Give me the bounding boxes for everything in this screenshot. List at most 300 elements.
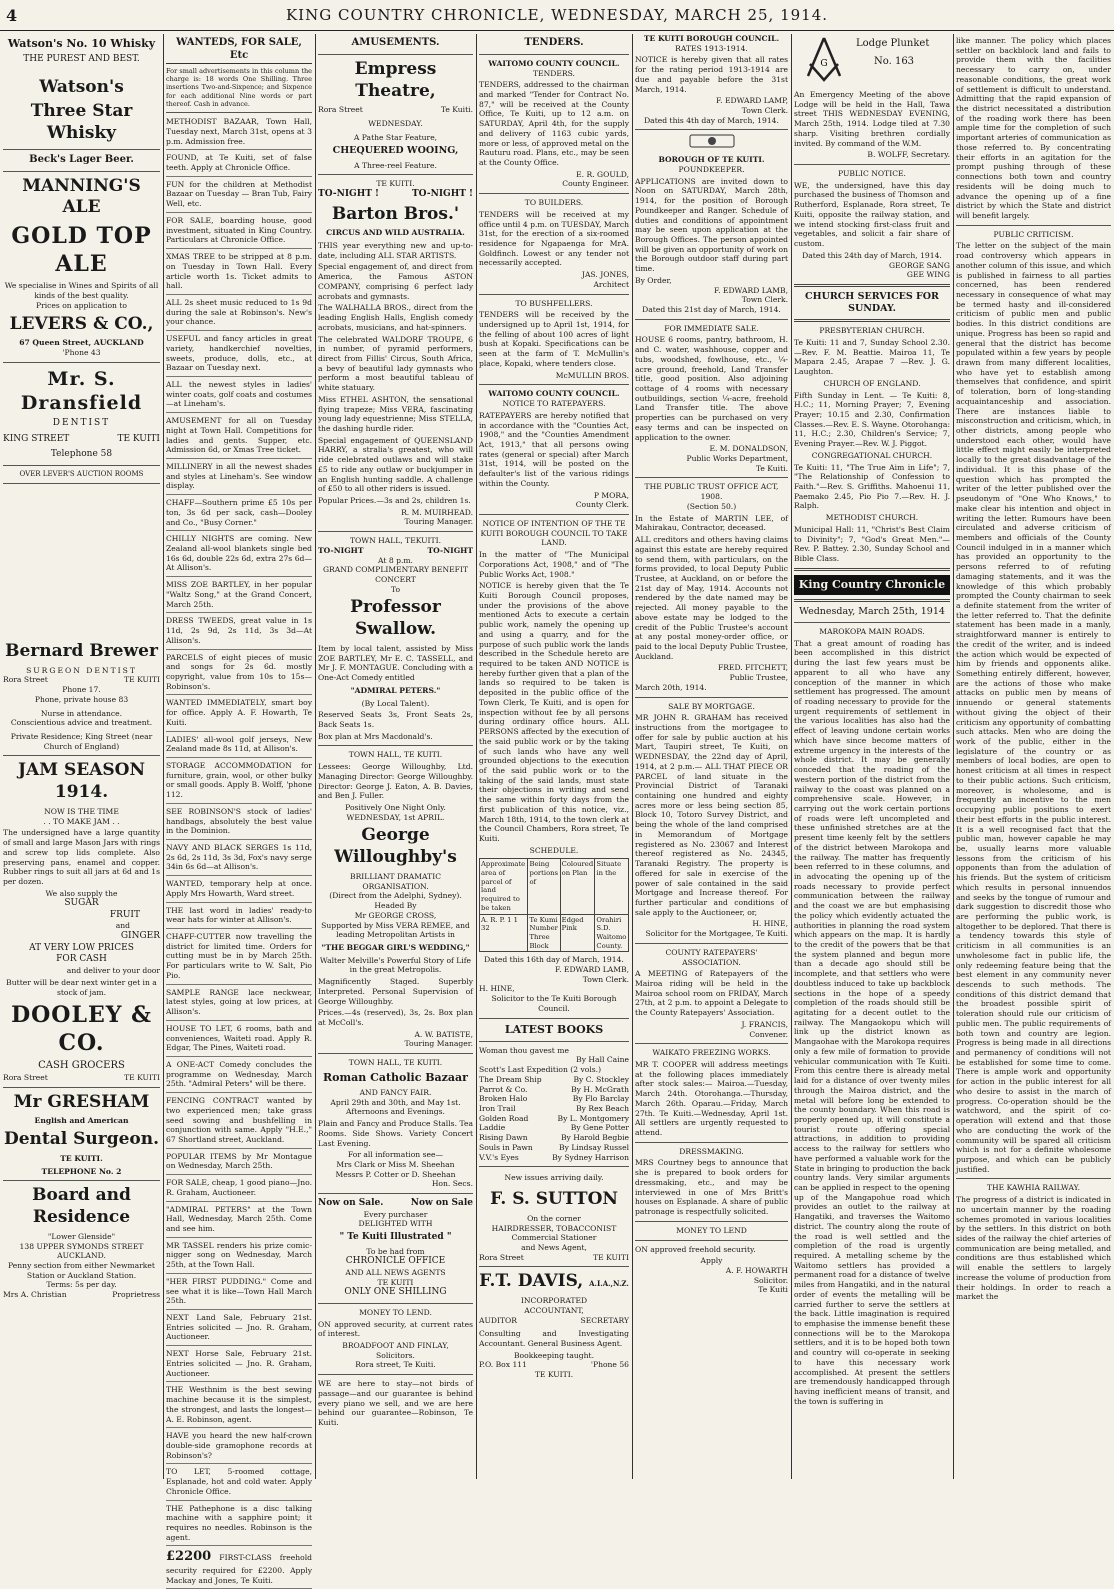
- rora-street-2: Rora street, Te Kuiti.: [355, 1360, 436, 1370]
- classified-ad: PARCELS of eight pieces of music and songs for 2s 6d. mostly copyright, value from 10s to 15s—Robinson's.: [166, 653, 312, 696]
- terms: Terms: 5s per day.: [46, 1280, 117, 1290]
- dentist-label: DENTIST: [52, 418, 111, 429]
- by-order: By Order,: [635, 275, 672, 285]
- england-text: Fifth Sunday in Lent. — Te Kuiti: 8, H.C.; 11, Morning Prayer; 7, Evening Prayer; 10.15 and 2.30, Confirmation Classes.—Rev. E. S. Wayne. Otorohanga: 11, H.C.; 2.30, Children's Service; 7, Evening Prayer.—Rev. W. J. Piggot.: [794, 390, 950, 449]
- to-bushfellers: TO BUSHFELLERS.: [515, 298, 593, 308]
- to-builders: TO BUILDERS.: [524, 198, 584, 208]
- list-item: [479, 1133, 629, 1143]
- town-clerk: Town Clerk.: [741, 106, 788, 116]
- english-american: English and American: [34, 1116, 129, 1126]
- mortgage-text: MR JOHN R. GRAHAM has received instructions from the mortgagee to offer for sale by public auction at his Mart, Taupiri street, Te Kuiti, on WEDNESDAY, the 22nd day of April, 1914, at 2 p.m.— ALL THAT PIECE OR PARCEL of land situate in the Provincial District of Taranaki containing one hundred and eighty acres more or less being section 85, Block 10, Totoro Survey District, and being the whole of the land comprised in Memorandum of Mortgage registered as No. 23067 and Interest thereof registered as No. 24345, Taranaki Registry. The property is offered for sale in exercise of the power of sale contained in the said Mortgage and Increase thereof. For further particular and conditions of sale apply to the Auctioneer, or,: [635, 713, 788, 917]
- nurse-text: Nurse in attendance.: [40, 708, 123, 718]
- jam-text: The undersigned have a large quantity of small and large Mason Jars with rings and screw top lids complete. Also preserving pans, enamel and copper. Rubber rings to suit all jars at 6d and 1s per dozen.: [3, 828, 160, 886]
- to-night-left: TO-NIGHT: [318, 545, 364, 555]
- svg-text:G: G: [820, 59, 828, 69]
- freezing-works: WAIKATO FREEZING WORKS.: [652, 1048, 771, 1058]
- square-compass-icon: [804, 36, 844, 82]
- grand-concert: GRAND COMPLIMENTARY BENEFIT CONCERT: [322, 565, 469, 585]
- column-5: [632, 34, 791, 1479]
- classified-ad: NEXT Land Sale, February 21st. Entries solicited — Jno. R. Graham, Auctioneer.: [166, 1313, 312, 1346]
- convener: Convener.: [749, 1029, 788, 1039]
- three-reel: A Three-reel Feature.: [354, 160, 437, 170]
- table-cell: Te Kumi Number Three Block: [528, 914, 560, 952]
- edward-lamb: F. EDWARD LAMB,: [555, 965, 629, 975]
- now-is-time: NOW IS THE TIME: [44, 806, 119, 816]
- classified-ad: USEFUL and fancy articles in great variety, handkerchief novelties, sweets, produce, dolls, etc., at Bazaar on Tuesday next.: [166, 334, 312, 377]
- matter-text: In the matter of "The Municipal Corporations Act, 1908," and of "The Public Works Act, 1908.": [479, 550, 629, 579]
- george-willoughby: George Willoughby's: [334, 825, 457, 868]
- dransfield-name: Mr. S. Dransfield: [20, 367, 143, 415]
- positively-one-night: Positively One Night Only.: [345, 803, 446, 813]
- edward-lamp: F. EDWARD LAMP,: [716, 96, 788, 106]
- kawhia-text: The progress of a district is indicated in no uncertain manner by the roading schemes promoted in various localities by the settlers. In this district on both sides of the railway the chief arteries of communication are being metalled, and conditions are thus established which will enable the settlers to largely increase the volume of production from their holdings. In order to reach a market the: [956, 1195, 1111, 1302]
- te-kuiti-3: TE KUITI: [377, 1277, 414, 1287]
- tenders-subheading: TENDERS.: [533, 68, 575, 78]
- lodge-number: No. 163: [874, 56, 915, 67]
- private-house-phone: Phone, private house 83: [34, 694, 129, 704]
- reserved-seats: Reserved Seats 3s, Front Seats 2s, Back Seats 1s.: [318, 710, 473, 729]
- classified-ad: MISS ZOE BARTLEY, in her popular "Waltz Song," at the Grand Concert, March 25th.: [166, 580, 312, 613]
- consulting: Consulting and Investigating Accountant. General Business Agent.: [479, 1329, 629, 1348]
- tenders-text: TENDERS, addressed to the chairman and marked "Tender for Contract No. 87," will be received at the County Office, Te Kuiti, up to 12 a.m. on SATURDAY, April 4th, for the supply and delivery of 1163 cubic yards, more or less, of approved metal on the Rauturu road. Plans, etc., may be seen at the County Office.: [479, 80, 629, 167]
- classified-ad: WANTED, temporary help at once. Apply Mrs Howarth, Ward street.: [166, 879, 312, 902]
- board-residence: Board and Residence: [32, 1185, 131, 1228]
- borough-te-kuiti: BOROUGH OF TE KUITI.: [658, 155, 765, 165]
- page-number: 4: [6, 6, 18, 25]
- penny-section: Penny section from either Newmarket Station or Auckland Station.: [8, 1260, 155, 1280]
- adelphi: (Direct from the Adelphi, Sydney).: [329, 891, 462, 901]
- house-text: HOUSE 6 rooms, pantry, bathroom, H. and C. water, washhouse, copper and tubs, woodshed, fowlhouse, etc., ¼-acre ground, freehold, Land Transfer title, good position. Also adjoining cottage of 4 rooms with necessary outbuildings, section ¼-acre, freehold Land Transfer title. The above properties can be purchased on very easy terms and can be inspected on application to the owner.: [635, 335, 788, 442]
- bushfellers-text: TENDERS will be received by the undersigned up to April 1st, 1914, for the felling of about 100 acres of light bush at Kopaki. Specifications can be seen at the farm of T. McMullin's place, Kopaki, where tenders close.: [479, 310, 629, 368]
- classified-ad: AMUSEMENT for all on Tuesday night at Town Hall. Competitions for ladies and gents. Supper, etc. Admission 6d, or Xmas Tree ticket.: [166, 416, 312, 459]
- at-8pm: At 8 p.m.: [378, 555, 413, 565]
- bazaar-info: For all information see—: [347, 1150, 444, 1160]
- book-title: Rising Dawn: [479, 1133, 528, 1143]
- criticism-text: The letter on the subject of the main road controversy which appears in another column of this issue, and which is published in fairness to all parties concerned, has been rendered necessary in consequence of what may be termed hasty and ill-considered criticism of public men and public bodies. In this district conditions are unique. Progress has been so rapid and general that the district has become populated within a few years by people drawn from many different localities, who have yet to establish among themselves that confidence, and spirit of toleration, born of long-standing acquaintanceship and association. There are instances liable to misconstruction and criticism, which, in other districts, among people who understood each other, would have little effect might easily be interpreted locally to the great disadvantage of the individual. It is this phase of the question which has prompted the writer of the letter published over the pseudonym of "One Who Knows," to make clear his intention and object in writing the letter. Rumours have been circulated and adverse criticism of members and officials of the County Council indulged in in a manner which has provided an opportunity to the persons referred to of refuting damaging statements, and it was the knowledge of this which probably prompted the County chairman to seek a definite statement from the writer of the letter referred to. That the definite statement has been made in a manly, straightforward manner is entirely to the credit of the writer, and is indeed the action which would be expected of him by friends and opponents alike. Something entirely different, however, are the actions of those who make attacks on public men by means of innuendo or general statements without giving the object of their criticism any opportunity of combatting such attacks. Men who are doing the work of the public, either in the legislature of the country or as members of local bodies, are open to honest criticism at all times in respect to their public actions. Such criticism, moreover, is wholesome, and is frequently an incentive to the men occupying public positions to exert their best efforts in the public interest. It is a well recognised fact that the public man, however capable he may be, usually learns more valuable lessons from the criticism of his opponents than from the adulation of his friends. But the system of criticism which results in personal innuendos and seeks by the tongue of rumour and dark suggestion to discredit those who are performing the public work, is altogether to be deplored. That there is a tendency towards this style of criticism in all communities is an unwholesome fact in public life, the only redeeming feature being that the best element in any community never descends to such methods. The conditions of this district demand that the broadest possible spirit of toleration should rule our criticism of public men. The public requirements of both town and country are legion. Progress is being made in all directions and permanency of conditions will not be established for some time to come. There is ample work and opportunity for action in the public interest for all who desire to assist in the march of progress. Co-operation should be the watchword, and the spirit of co-operation will extend and that those who are conducting the work of the community will be spared all criticism which is not for a definite wholesome purpose, and which can be publicly justified.: [956, 241, 1111, 1174]
- dooley-co: DOOLEY & CO.: [11, 1001, 152, 1056]
- touring-manager: Touring Manager.: [404, 517, 473, 527]
- and-word: and: [115, 921, 130, 931]
- book-title: Laddie: [479, 1123, 506, 1133]
- architect: Architect: [593, 279, 629, 289]
- king-street: KING STREET: [3, 433, 70, 444]
- dental-surgeon: Dental Surgeon.: [3, 1129, 160, 1150]
- news-agent: and News Agent,: [521, 1242, 587, 1252]
- j-francis: J. FRANCIS,: [741, 1019, 788, 1029]
- fitchett: FRED. FITCHETT,: [717, 663, 788, 673]
- surgeon-dentist: SURGEON DENTIST: [26, 665, 137, 675]
- classified-ad: NAVY AND BLACK SERGES 1s 11d, 2s 6d, 2s 11d, 3s 3d, Fox's navy serge 34in 6s 6d—at Allison's.: [166, 843, 312, 876]
- list-item: [479, 1046, 629, 1056]
- classified-ad: A ONE-ACT Comedy concludes the programme on Wednesday, March 25th. "Admiral Peters" will be there.: [166, 1060, 312, 1093]
- date-line: Wednesday, March 25th, 1914: [799, 605, 945, 617]
- poundkeeper: POUNDKEEPER.: [678, 164, 745, 174]
- town-hall-3: TOWN HALL, TE KUITI.: [348, 1058, 443, 1068]
- empress-te-kuiti: Te Kuiti.: [440, 105, 473, 115]
- classified-ads: [166, 117, 312, 1546]
- book-author: By C. Stockley: [573, 1074, 629, 1084]
- classified-ad: MILLINERY in all the newest shades and styles at Lineham's. See window display.: [166, 462, 312, 495]
- list-item: [479, 1123, 629, 1133]
- hon-secs: Hon. Secs.: [431, 1179, 473, 1189]
- money-to-lend: MONEY TO LEND.: [359, 1307, 432, 1317]
- wednesday: WEDNESDAY.: [368, 119, 423, 129]
- table-cell: Edged Pink: [560, 914, 595, 952]
- ft-davis: [479, 1271, 629, 1293]
- conscientious-text: Conscientious advice and treatment.: [10, 718, 153, 728]
- chronicle-banner: King Country Chronicle: [794, 575, 950, 595]
- table-header-row: [480, 859, 629, 914]
- classified-ad: CHAFF—Southern prime £5 10s per ton, 3s 6d per sack, cash—Dooley and Co., "Busy Corner.": [166, 498, 312, 531]
- willoughby-prices: Prices.—4s (reserved), 3s, 2s. Box plan at McColl's.: [318, 1008, 473, 1028]
- lamb-2: F. EDWARD LAMB,: [714, 285, 788, 295]
- classified-ad: WANTED IMMEDIATELY, smart boy for office. Apply A. F. Howarth, Te Kuiti.: [166, 698, 312, 731]
- te-kuiti-illustrated: " Te Kuiti Illustrated ": [339, 1232, 452, 1243]
- classified-ad: POPULAR ITEMS by Mr Montague on Wednesday, March 25th.: [166, 1152, 312, 1175]
- classified-ad: STORAGE ACCOMMODATION for furniture, grain, wool, or other bulky or small goods. Apply B. Wolff, 'phone 112.: [166, 761, 312, 804]
- column-3: [315, 34, 476, 1479]
- chequered-wooing: CHEQUERED WOOING,: [332, 145, 459, 157]
- gold-top-ale: GOLD TOP ALE: [11, 223, 152, 278]
- march-20: March 20th, 1914.: [635, 682, 707, 692]
- circus-text-2: Special engagement of, and direct from America, the Famous ASTON COMPANY, comprising 6 perfect lady acrobats and gymnasts.: [318, 262, 473, 301]
- bookkeeping: Bookkeeping taught.: [513, 1350, 595, 1360]
- book-title: Souls in Pawn: [479, 1142, 533, 1152]
- notice-dated: Dated this 24th day of March, 1914.: [802, 250, 942, 260]
- lodge-plunket: Lodge Plunket: [856, 38, 930, 49]
- aia: A.I.A.,N.Z.: [589, 1279, 629, 1289]
- davis-te-kuiti: TE KUITI.: [534, 1370, 574, 1380]
- immediate-sale: FOR IMMEDIATE SALE.: [664, 323, 759, 333]
- messrs-cotter: Messrs P. Cotter or D. Sheehan: [335, 1169, 456, 1179]
- gee-wing: GEE WING: [906, 270, 950, 280]
- circus-text-6: Special engagement of QUEENSLAND HARRY, a stralia's greatest, who will ride celebrated outlaws and will stake £5 to ride any outlaw or buckjumper in an English hunting saddle. A challenge of £50 to all other riders is issued.: [318, 435, 473, 494]
- table-cell: Orahiri S.D. Waitomo County.: [595, 914, 629, 952]
- classified-ad: FOR SALE, boarding house, good investment, situated in King Country. Particulars at Chronicle Office.: [166, 216, 312, 249]
- crest-icon: [689, 134, 735, 148]
- brewer-te-kuiti: TE KUITI: [124, 675, 160, 685]
- brewer-name: Bernard Brewer: [5, 640, 158, 661]
- table-cell: A. R. P. 1 1 32: [480, 914, 528, 952]
- classified-ad: MR TASSEL renders his prize comic-nigger song on Wednesday, March 25th, at the Town Hall.: [166, 1241, 312, 1274]
- becks-lager: Beck's Lager Beer.: [29, 153, 134, 165]
- tenders-heading: TENDERS.: [524, 37, 584, 48]
- now-on-sale-right: Now on Sale: [410, 1198, 473, 1209]
- butter-text: Butter will be dear next winter get in a stock of jam.: [6, 978, 157, 998]
- schedule-table: [479, 858, 629, 952]
- b-wolff: B. WOLFF, Secretary.: [867, 150, 950, 160]
- poundkeeper-text: APPLICATIONS are invited down to Noon on SATURDAY, March 28th, 1914, for the position of Borough Poundkeeper and Ranger. Schedule of duties and conditions of appointment may be seen upon application at the Borough Offices. The person appointed will be given an opportunity of work on the Borough outdoor staff during part time.: [635, 176, 788, 274]
- list-item: [479, 1104, 629, 1114]
- book-author: By L. Montgomery: [557, 1113, 629, 1123]
- mrs-christian: Mrs A. Christian: [3, 1290, 67, 1300]
- circus-prices: Popular Prices.—3s and 2s, children 1s.: [318, 496, 471, 505]
- howarth-te-kuiti: Te Kuiti: [758, 1285, 788, 1295]
- classified-ad: ALL the newest styles in ladies' winter coats, golf coats and costumes—at Lineham's.: [166, 380, 312, 413]
- classified-ad: METHODIST BAZAAR, Town Hall, Tuesday next, March 31st, opens at 3 p.m. Admission free.: [166, 117, 312, 150]
- auditor: AUDITOR: [479, 1315, 517, 1325]
- builders-text: TENDERS will be received at my office until 4 p.m. on TUESDAY, March 31st, for the erection of a six-roomed residence for Ngapaenga for MrA. Goldfinch. Lowest or any tender not necessarily accepted.: [479, 209, 629, 268]
- batiste: A. W. BATISTE,: [414, 1029, 473, 1039]
- marokopa-heading: MAROKOPA MAIN ROADS.: [819, 627, 925, 637]
- town-clerk: Town Clerk.: [582, 974, 629, 984]
- news-agents: AND ALL NEWS AGENTS: [345, 1267, 446, 1277]
- masthead: [0, 0, 1114, 31]
- public-criticism: PUBLIC CRITICISM.: [993, 229, 1074, 239]
- book-title: Parrot & Co.: [479, 1084, 528, 1094]
- deliver-text: and deliver to your door: [66, 965, 160, 975]
- magnificently-staged: Magnificently Staged. Superbly Interpreted. Personal Supervision of George Willoughby.: [318, 977, 473, 1006]
- classified-ad: "ADMIRAL PETERS" at the Town Hall, Wednesday, March 25th. Come and see him.: [166, 1205, 312, 1238]
- donaldson-te-kuiti: Te Kuiti.: [755, 463, 788, 473]
- schedule: SCHEDULE.: [529, 845, 579, 855]
- public-trust: THE PUBLIC TRUST OFFICE ACT, 1908.: [644, 482, 779, 502]
- amount-2200: £2200: [166, 1549, 212, 1565]
- column-1: [0, 34, 163, 1479]
- book-title: The Dream Ship: [479, 1074, 542, 1084]
- money-to-lend-2: MONEY TO LEND: [676, 1225, 747, 1235]
- rates-heading: RATES 1913-1914.: [675, 43, 748, 53]
- rora-street: Rora Street: [3, 675, 48, 685]
- wanteds-heading: WANTEDS, FOR SALE, Etc: [166, 37, 312, 64]
- admiral-peters: "ADMIRAL PETERS.": [350, 685, 441, 695]
- book-author: By Flo Barclay: [572, 1094, 629, 1104]
- book-title: Broken Halo: [479, 1094, 528, 1104]
- muirhead: R. M. MUIRHEAD.: [401, 507, 473, 517]
- robinson-piano: WE are here to stay—not birds of passage—and our guarantee is behind every piano we sell, and we are here behind our guarantee—Robinson, Te Kuiti.: [318, 1379, 473, 1428]
- dressmaking-text: MRS Courtney begs to announce that she is prepared to book orders for dressmaking, etc., and may be interviewed in one of Mrs Britt's houses on Esplanade. A share of public patronage is respectfully solicited.: [635, 1158, 788, 1217]
- dooley-te-kuiti: TE KUITI: [124, 1072, 160, 1082]
- table-header-cell: Coloured on Plan: [560, 859, 595, 914]
- presbyterian-text: Te Kuiti: 11 and 7, Sunday School 2.30.—Rev. F. M. Beattie. Mairoa 11, Te Mapara 2.45, Arapae 7 —Rev. J. G. Laughton.: [794, 337, 950, 377]
- town-clerk-2: Town Clerk.: [741, 295, 788, 305]
- over-levers: OVER LEVER'S AUCTION ROOMS: [19, 469, 144, 478]
- box-plan: Box plan at Mrs Macdonald's.: [318, 731, 433, 741]
- classified-ad: HOUSE TO LET, 6 rooms, bath and conveniences, Waiteti road. Apply R. Edgar, The Pines, Waiteti road.: [166, 1024, 312, 1057]
- kawhia-railway: THE KAWHIA RAILWAY.: [986, 1183, 1081, 1193]
- ginger: GINGER: [120, 931, 160, 942]
- headed-by: Headed By: [374, 901, 417, 911]
- sugar: SUGAR: [64, 898, 99, 909]
- dooley-rora: Rora Street: [3, 1072, 48, 1082]
- solicitors: Solicitors.: [376, 1350, 415, 1360]
- catholic-bazaar: Roman Catholic Bazaar: [323, 1070, 468, 1084]
- supported-by: Supported by Miss VERA REMEE, and leading Metropolitan Artists in: [321, 920, 470, 940]
- list-item: [479, 1055, 629, 1065]
- symonds-street: 138 UPPER SYMONDS STREET AUCKLAND.: [19, 1241, 144, 1261]
- list-item: [479, 1143, 629, 1153]
- tonight-left: TO-NIGHT !: [318, 189, 380, 200]
- classified-ad: ALL 2s sheet music reduced to 1s 9d during the sale at Robinson's. New's your chance.: [166, 298, 312, 331]
- apply: Apply: [700, 1256, 723, 1266]
- sutton-te-kuiti: TE KUITI: [593, 1252, 629, 1262]
- gresham-name: Mr GRESHAM: [13, 1091, 150, 1112]
- mannings-ale: MANNING'S ALE: [22, 175, 141, 218]
- book-title: V.V.'s Eyes: [479, 1152, 519, 1162]
- new-issues: New issues arriving daily.: [504, 1173, 604, 1183]
- column-2: [163, 34, 315, 1585]
- county-engineer: County Engineer.: [562, 179, 629, 189]
- newspaper-title: KING COUNTRY CHRONICLE, WEDNESDAY, MARCH 25, 1914.: [285, 6, 829, 24]
- book-author: By Hall Caine: [576, 1055, 629, 1065]
- davis-phone: 'Phone 56: [590, 1360, 629, 1370]
- circus-text-3: The WALHALLA BROS., direct from the leading English Halls, English comedy acrobats, musicians, and hat-spinners.: [318, 303, 473, 332]
- classified-ad: FUN for the children at Methodist Bazaar on Tuesday — Bran Tub, Fairy Well, etc.: [166, 180, 312, 213]
- low-prices: AT VERY LOW PRICES: [29, 942, 134, 953]
- local-talent: (By Local Talent).: [361, 698, 430, 708]
- empress-rora: Rora Street: [318, 105, 363, 115]
- levers-address: 67 Queen Street, AUCKLAND: [19, 338, 144, 348]
- accountant: ACCOUNTANT,: [524, 1305, 584, 1315]
- county-clerk: County Clerk.: [575, 500, 629, 510]
- intention-text: NOTICE is hereby given that the Te Kuiti Borough Council proposes, under the provisions of the above mentioned Acts to execute a certain public work, namely the opening up and using a quarry, and for the purpose of such public work the lands described in the Schedule hereto are required to be taken AND NOTICE is hereby further given that a plan of the lands so required to be taken is deposited in the public office of the Town Clerk, Te Kuiti, and is open for inspection without fee by all persons during ordinary office hours. ALL PERSONS affected by the execution of the said public work or by the taking of such lands who have any well grounded objections to the execution of the said public work or to the taking of the said lands, must state their objections in writing and send the same within forty days from the first publication of this notice, viz., March 18th, 1914, to the town clerk at the Council Chambers, Rora street, Te Kuiti.: [479, 581, 629, 843]
- levers-co: LEVERS & CO.,: [9, 313, 154, 334]
- freezing-text: MR T. COOPER will address meetings at the following places immediately after stock sales:— Mairoa.—Tuesday, March 24th. Otorohanga.—Thursday, March 26th. Oparau.—Friday, March 27th. Te Kuiti.—Wednesday, April 1st. All settlers are urgently requested to attend.: [635, 1060, 788, 1138]
- fancy-fair: AND FANCY FAIR.: [359, 1087, 432, 1097]
- commercial-stationer: Commercial Stationer: [511, 1233, 597, 1243]
- borough-council: TE KUITI BOROUGH COUNCIL.: [643, 34, 780, 43]
- freehold-security-text: FIRST-CLASS freehold security required for £2200. Apply Mackay and Jones, Te Kuiti.: [166, 1553, 312, 1585]
- barton-bros: Barton Bros.': [331, 203, 460, 224]
- table-row: [480, 914, 629, 952]
- af-howarth: A. F. HOWARTH: [725, 1265, 788, 1275]
- secretary: SECRETARY: [580, 1315, 629, 1325]
- classified-ad: XMAS TREE to be stripped at 8 p.m. on Tuesday in Town Hall. Every article worth 1s. Ticket admits to hall.: [166, 252, 312, 295]
- now-on-sale-left: Now on Sale.: [318, 1198, 384, 1209]
- bazaar-dates: April 29th and 30th, and May 1st.: [330, 1097, 461, 1107]
- to-night-right: TO-NIGHT: [427, 545, 473, 555]
- glenside: "Lower Glenside": [47, 1231, 116, 1241]
- rates-text: NOTICE is hereby given that all rates for the rating period 1913-1914 are due and payable before the 31st March, 1914.: [635, 55, 788, 94]
- dressmaking: DRESSMAKING.: [679, 1146, 744, 1156]
- public-notice-text: WE, the undersigned, have this day purchased the business of Thomson and Rutherford, Esplanade, Rora street, Te Kuiti, opposite the railway station, and we intend stocking first-class fruit and vegetables, and solicit a fair share of custom.: [794, 180, 950, 249]
- list-item: [479, 1153, 629, 1163]
- dated-text: Dated this 16th day of March, 1914.: [484, 955, 624, 965]
- circus-text-4: The celebrated WALDORF TROUPE, 6 in number, of pyramid performers, direct from Fillis' Circus, South Africa, a bevy of beautiful lady gymnasts who perform a most beautiful tableau of white statuary.: [318, 334, 473, 393]
- tonight-right: TO-NIGHT !: [411, 189, 473, 200]
- for-cash: FOR CASH: [56, 954, 107, 965]
- mrs-clark: Mrs Clark or Miss M. Sheehan: [336, 1160, 455, 1170]
- gould: E. R. GOULD,: [576, 169, 629, 179]
- touring-manager-2: Touring Manager.: [404, 1039, 473, 1049]
- freehold-security: ON approved freehold security.: [635, 1244, 756, 1254]
- incorporated: INCORPORATED: [520, 1296, 588, 1306]
- hairdresser: HAIRDRESSER, TOBACCONIST: [491, 1223, 617, 1233]
- notice-to-ratepayers: NOTICE TO RATEPAYERS.: [502, 399, 606, 409]
- book-title: Golden Road: [479, 1113, 529, 1123]
- fs-sutton: F. S. SUTTON: [490, 1189, 618, 1210]
- marokopa-continued: like manner. The policy which places settler on backblock land and fails to provide them with the facilities necessary to carry on, under reasonable conditions, the great work of settlement is difficult to understand. Admitting that the rapid expansion of the district necessitated a distribution of the roading work there has been ample time for the completion of such important arteries of communication as those referred to. By concentrating their efforts in an agitation for the prompt pushing through of these connections both town and country residents will be doing much to advance the opening up of a fine district by which the State and district will benefit largely.: [956, 36, 1111, 220]
- every-purchaser: Every purchaser: [363, 1209, 428, 1219]
- section-50: (Section 50.): [686, 501, 737, 511]
- classified-ad: DRESS TWEEDS, great value in 1s 11d, 2s 9d, 2s 11d, 3s 3d—At Allison's.: [166, 616, 312, 649]
- freehold-security-ad: [166, 1549, 312, 1589]
- book-author: By Rex Beach: [576, 1104, 629, 1113]
- book-title: Iron Trail: [479, 1104, 516, 1113]
- fruit: FRUIT: [109, 909, 140, 920]
- classified-ad: CHILLY NIGHTS are coming. New Zealand all-wool blankets single bed 16s 6d, double 22s 6d, extra 27s 6d—At Allison's.: [166, 534, 312, 577]
- cash-grocers: CASH GROCERS: [38, 1060, 125, 1072]
- solicitor-mortgagee: Solicitor for the Mortgagee, Te Kuiti.: [645, 929, 788, 939]
- classified-ad: SEE ROBINSON'S stock of ladies' handbags, absolutely the best value in the Dominion.: [166, 807, 312, 840]
- wanteds-intro: For small advertisements in this column the charge is: 18 words One Shilling. Three insertions Two-and-Sixpence; and Sixpence for each additional Nine words or part thereof. Cash in advance.: [166, 66, 312, 108]
- bazaar-stalls: Plain and Fancy and Produce Stalls. Tea Rooms. Side Shows. Variety Concert Last Evening.: [318, 1119, 473, 1148]
- sutton-rora: Rora Street: [479, 1252, 524, 1262]
- proprietress: Proprietress: [112, 1290, 160, 1300]
- prices-text: Prices on application to: [36, 300, 127, 310]
- classified-ad: FOUND, at Te Kuiti, set of false teeth. Apply at Chronicle Office.: [166, 153, 312, 176]
- levers-phone: 'Phone 43: [62, 348, 101, 358]
- on-the-corner: On the corner: [527, 1213, 581, 1223]
- professor-swallow: Professor Swallow.: [350, 597, 441, 640]
- marokopa-text: That a great amount of roading has been accomplished in this district during the last few years must be apparent to all who have any conception of the manner in which settlement has progressed. The amount of roading necessary to provide for the urgent requirements of settlement in the various localities has also had the effect of leaving undone certain works which have since become matters of extreme urgency in the interests of the whole district. It may be generally conceded that the roading of the western portion of the district from the railway to the coast was planned on a comprehensive scale. However, in carrying out the work certain portions of roads were left uncompleted and these unfinished stretches are at the present time keenly felt by the settlers of the district between Marokopa and the railway. The matter has frequently been referred to in these columns, and in advocating the opening up of the roads necessary to provide perfect communication between the railway and the coast we are but emphasising the policy which evidently actuated the authorities in planning the road system which appears on the map. It is hardly to the credit of the powers that be that the system planned and begun more than a decade ago should still be incomplete, and that settlers who were doubtless induced to take up backblock sections in the hope of a speedy completion of the roads should still be agitating for a decent outlet to the railway. The Mangaokopu which will link up the district known as Mangaohae with the Marokopa requires only a few mile of formation to provide vehicular communication with Te Kuiti. From this centre there is already metal laid for a distance of over twenty miles through the Mairoa district, and the metal will before long be extended to the county boundary. When this road is properly opened up, it will constitute a tourist route offering special attractions, in addition to providing access to the railway for settlers who have performed a valuable work for the State in bringing to production the back country lands. Very similar arguments can be applied in respect to the opening up of the Mangapohue road which provides an outlet to the railway at Hangatiki, and traverses the Waitomo district. The country along the route of the road is well settled and the completion of the road is urgently required. A metalling scheme by the Waitomo settlers has provided a permanent road for a distance of twelve miles from Hangatiki, and in the natural order of events the metalling will be carried further to serve the settlers at the back. Little imagination is required to emphasise the immense benefit these connections will be to the Marokopa settlers, and it is to be hoped both town and country will co-operate in seeking to have this necessary work accomplished. At present the settlers are tremendously handicapped through having inefficient means of transit, and the town is suffering in: [794, 638, 950, 1406]
- classified-ad: THE Pathephone is a disc talking machine with a sapphire point; it requires no needles. Robinson is the agent.: [166, 1504, 312, 1547]
- to-be-had: To be had from: [366, 1246, 425, 1256]
- sale-by-mortgage: SALE BY MORTGAGE.: [668, 701, 755, 711]
- classified-ad: "HER FIRST PUDDING." Come and see what it is like—Town Hall March 25th.: [166, 1277, 312, 1310]
- waitomo-council-2: WAITOMO COUNTY COUNCIL.: [488, 389, 620, 399]
- jas-jones: JAS. JONES,: [581, 270, 629, 280]
- classified-ad: SAMPLE RANGE lace neckwear, latest styles, going at low prices, at Allison's.: [166, 988, 312, 1021]
- amusements-heading: AMUSEMENTS.: [351, 37, 440, 48]
- p-mora: P MORA,: [593, 490, 629, 500]
- ratepayers-association: COUNTY RATEPAYERS' ASSOCIATION.: [665, 947, 758, 967]
- methodist: METHODIST CHURCH.: [825, 513, 919, 523]
- h-hine: H. HINE,: [479, 984, 515, 994]
- table-header-cell: Being portions of: [528, 859, 560, 914]
- wednesday-april: WEDNESDAY, 1st APRIL.: [346, 812, 445, 822]
- george-cross: Mr GEORGE CROSS,: [354, 910, 437, 920]
- book-author: By Sydney Harrison: [552, 1152, 629, 1162]
- classified-ad: THE Westhnim is the best sewing machine because it is the simplest, the strongest, and lasts the longest—A. E. Robinson, agent.: [166, 1385, 312, 1428]
- dated-2: Dated this 21st day of March, 1914.: [642, 304, 781, 314]
- church-services: CHURCH SERVICES FOR SUNDAY.: [805, 290, 939, 315]
- public-trustee: Public Trustee,: [729, 673, 788, 683]
- rates-dated: Dated this 4th day of March, 1914.: [644, 115, 779, 125]
- presbyterian: PRESBYTERIAN CHURCH.: [819, 326, 925, 336]
- solicitor: Solicitor.: [753, 1275, 788, 1285]
- notice-intention: NOTICE OF INTENTION OF THE TE KUITI BOROUGH COUNCIL TO TAKE LAND.: [480, 518, 628, 548]
- table-header-cell: Situate in the: [595, 859, 629, 914]
- lodge-header: [794, 34, 950, 88]
- concert-items: Item by local talent, assisted by Miss ZOE BARTLEY, Mr E. C. TASSELL, and Mr J. F. MONTAGUE. Concluding with a One-Act Comedy entitled: [318, 643, 473, 683]
- po-box: P.O. Box 111: [479, 1360, 527, 1370]
- public-notice: PUBLIC NOTICE.: [838, 169, 906, 179]
- we-supply: We also supply the: [45, 888, 118, 898]
- meeting-text: A MEETING of Ratepayers of the Mairoa riding will be held in the Mairoa school room on FRIDAY, March 27th, at 2 p.m. to appoint a Delegate to the County Ratepayers' Association.: [635, 969, 788, 1018]
- jam-season: JAM SEASON 1914.: [17, 760, 146, 803]
- congregational-text: Te Kuiti: 11, "The True Aim in Life"; 7, "The Relationship of Confession to Faith."—Rev. S. Griffiths. Mahoenui 11, Paemako 2.45, Pio Pio 7.—Rev. H. J. Ralph.: [794, 462, 950, 511]
- te-kuiti-heading: TE KUITI.: [376, 179, 415, 189]
- purest-best: THE PUREST AND BEST.: [23, 54, 140, 65]
- chronicle-office: CHRONICLE OFFICE: [345, 1256, 446, 1267]
- pathe-feature: A Pathe Star Feature,: [353, 132, 438, 142]
- watson-no10-ad: Watson's No. 10 Whisky: [7, 37, 156, 50]
- telephone-58: Telephone 58: [50, 449, 113, 460]
- wines-text: We specialise in Wines and Spirits of all kinds of the best quality.: [4, 281, 159, 301]
- town-hall-2: TOWN HALL, TE KUITI.: [348, 750, 443, 760]
- approved-security: ON approved security, at current rates of interest.: [318, 1319, 473, 1339]
- willoughby-lessees: Lessees: George Willoughby, Ltd. Managing Director: George Willoughby. Director: George J. Eaton, A. B. Davies, and Ben J. Fuller.: [318, 762, 473, 801]
- book-author: By Lindsay Russel: [559, 1142, 629, 1152]
- melville-story: Walter Melville's Powerful Story of Life in the great Metropolis.: [319, 955, 472, 975]
- classified-ad: CHAFF-CUTTER now travelling the district for limited time. Orders for cutting must be in by March 25th. For particulars write to W. Salt, Pio Pio.: [166, 932, 312, 985]
- latest-books: LATEST BOOKS: [504, 1022, 604, 1036]
- methodist-text: Municipal Hall: 11, "Christ's Best Claim to Divinity"; 7, "God's Great Men."—Rev. P. Battey. 2.30, Sunday School and Bible Class.: [794, 524, 950, 564]
- mcmullin-bros: McMULLIN BROS.: [555, 370, 629, 380]
- book-list: [479, 1046, 629, 1163]
- hine: H. HINE,: [752, 919, 788, 929]
